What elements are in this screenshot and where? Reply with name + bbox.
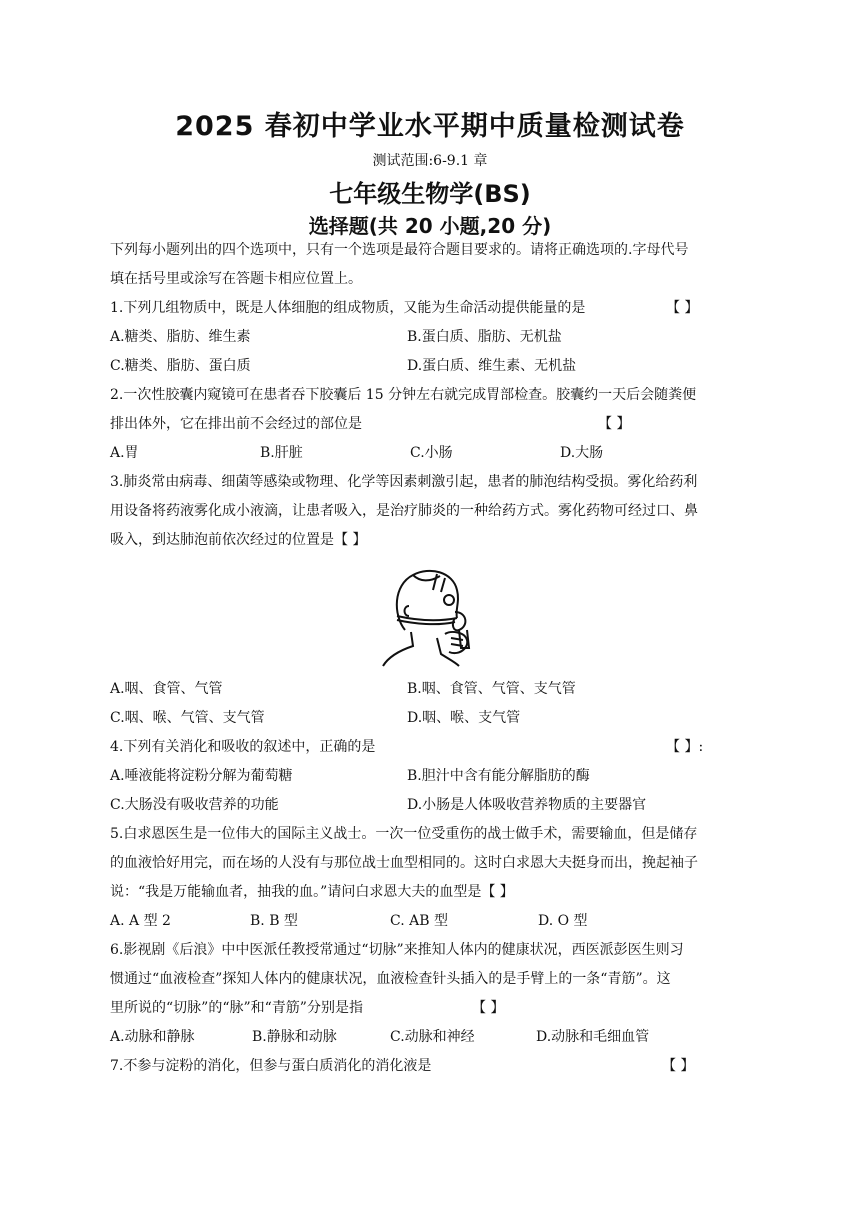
option-c: C. AB 型 [390,913,448,929]
question-3-cont: 用设备将药液雾化成小液滴，让患者吸入，是治疗肺炎的一种给药方式。雾化药物可经过口、鼻 [110,503,698,519]
question-stem: 1.下列几组物质中，既是人体细胞的组成物质，又能为生命活动提供能量的是 [110,300,586,316]
question-stem: 里所说的“切脉”的“脉”和“青筋”分别是指 [110,1000,363,1016]
option-b: B.蛋白质、脂肪、无机盐 [407,329,562,345]
question-5-cont: 说：“我是万能输血者，抽我的血。”请问白求恩大夫的血型是【 】 [110,884,514,900]
option-b: B.胆汁中含有能分解脂肪的酶 [407,768,590,784]
answer-bracket: 【 】 [598,416,631,432]
options-row [110,352,750,381]
option-d: D.大肠 [560,445,604,461]
option-b: B.静脉和动脉 [252,1029,337,1045]
section-title: 选择题(共 20 小题,20 分) [308,214,552,238]
options-row [110,762,750,791]
instruction-line: 下列每小题列出的四个选项中，只有一个选项是最符合题目要求的。请将正确选项的.字母代号 [110,242,689,258]
option-a: A. A 型 2 [110,913,171,929]
exam-title: 2025 春初中学业水平期中质量检测试卷 [175,111,685,142]
question-body [110,236,750,1081]
question-6-cont: 惯通过“血液检查”探知人体内的健康状况，血液检查针头插入的是手臂上的一条“青筋”。这 [110,971,671,987]
option-c: C.大肠没有吸收营养的功能 [110,797,279,813]
option-d: D.咽、喉、支气管 [407,710,521,726]
question-2: 2.一次性胶囊内窥镜可在患者吞下胶囊后 15 分钟左右就完成胃部检查。胶囊约一天后会随粪便 [110,387,697,403]
option-a: A.胃 [110,445,139,461]
options-row [110,439,750,468]
answer-bracket: 【 】 [666,300,699,316]
option-d: D.动脉和毛细血管 [536,1029,650,1045]
question-6-cont [110,994,750,1023]
person-nebulizer-illustration [375,560,485,670]
option-c: C.糖类、脂肪、蛋白质 [110,358,251,374]
option-d: D. O 型 [538,913,588,929]
question-stem: 排出体外，它在排出前不会经过的部位是 [110,416,362,432]
subject-title: 七年级生物学(BS) [329,180,531,208]
options-row [110,907,750,936]
option-a: A.唾液能将淀粉分解为葡萄糖 [110,768,293,784]
options-row [110,675,750,704]
option-c: C.咽、喉、气管、支气管 [110,710,265,726]
instruction-line: 填在括号里或涂写在答题卡相应位置上。 [110,271,362,287]
answer-bracket: 【 】: [666,739,704,755]
option-d: D.小肠是人体吸收营养物质的主要器官 [407,797,647,813]
question-3-cont: 吸入，到达肺泡前依次经过的位置是【 】 [110,532,367,548]
question-4 [110,733,750,762]
nebulizer-figure [110,555,750,675]
question-5: 5.白求恩医生是一位伟大的国际主义战士。一次一位受重伤的战士做手术，需要输血，但是储存 [110,826,698,842]
options-row [110,323,750,352]
question-5-cont: 的血液恰好用完，而在场的人没有与那位战士血型相同的。这时白求恩大夫挺身而出，挽起袖子 [110,855,698,871]
options-row [110,791,750,820]
options-row [110,1023,750,1052]
answer-bracket: 【 】 [472,1000,505,1016]
option-c: C.小肠 [410,445,453,461]
answer-bracket: 【 】 [662,1058,695,1074]
question-2-cont [110,410,750,439]
question-stem: 7.不参与淀粉的消化，但参与蛋白质消化的消化液是 [110,1058,432,1074]
options-row [110,704,750,733]
question-6: 6.影视剧《后浪》中中医派任教授常通过“切脉”来推知人体内的健康状况，西医派彭医生则习 [110,942,684,958]
question-1 [110,294,750,323]
option-b: B. B 型 [250,913,298,929]
option-a: A.动脉和静脉 [110,1029,195,1045]
question-stem: 4.下列有关消化和吸收的叙述中，正确的是 [110,739,376,755]
option-b: B.咽、食管、气管、支气管 [407,681,576,697]
option-a: A.咽、食管、气管 [110,681,223,697]
option-d: D.蛋白质、维生素、无机盐 [407,358,577,374]
question-3: 3.肺炎常由病毒、细菌等感染或物理、化学等因素刺激引起，患者的肺泡结构受损。雾化给药利 [110,474,698,490]
test-scope: 测试范围:6-9.1 章 [372,153,488,169]
option-b: B.肝脏 [260,445,303,461]
option-a: A.糖类、脂肪、维生素 [110,329,251,345]
option-c: C.动脉和神经 [390,1029,475,1045]
question-7 [110,1052,750,1081]
